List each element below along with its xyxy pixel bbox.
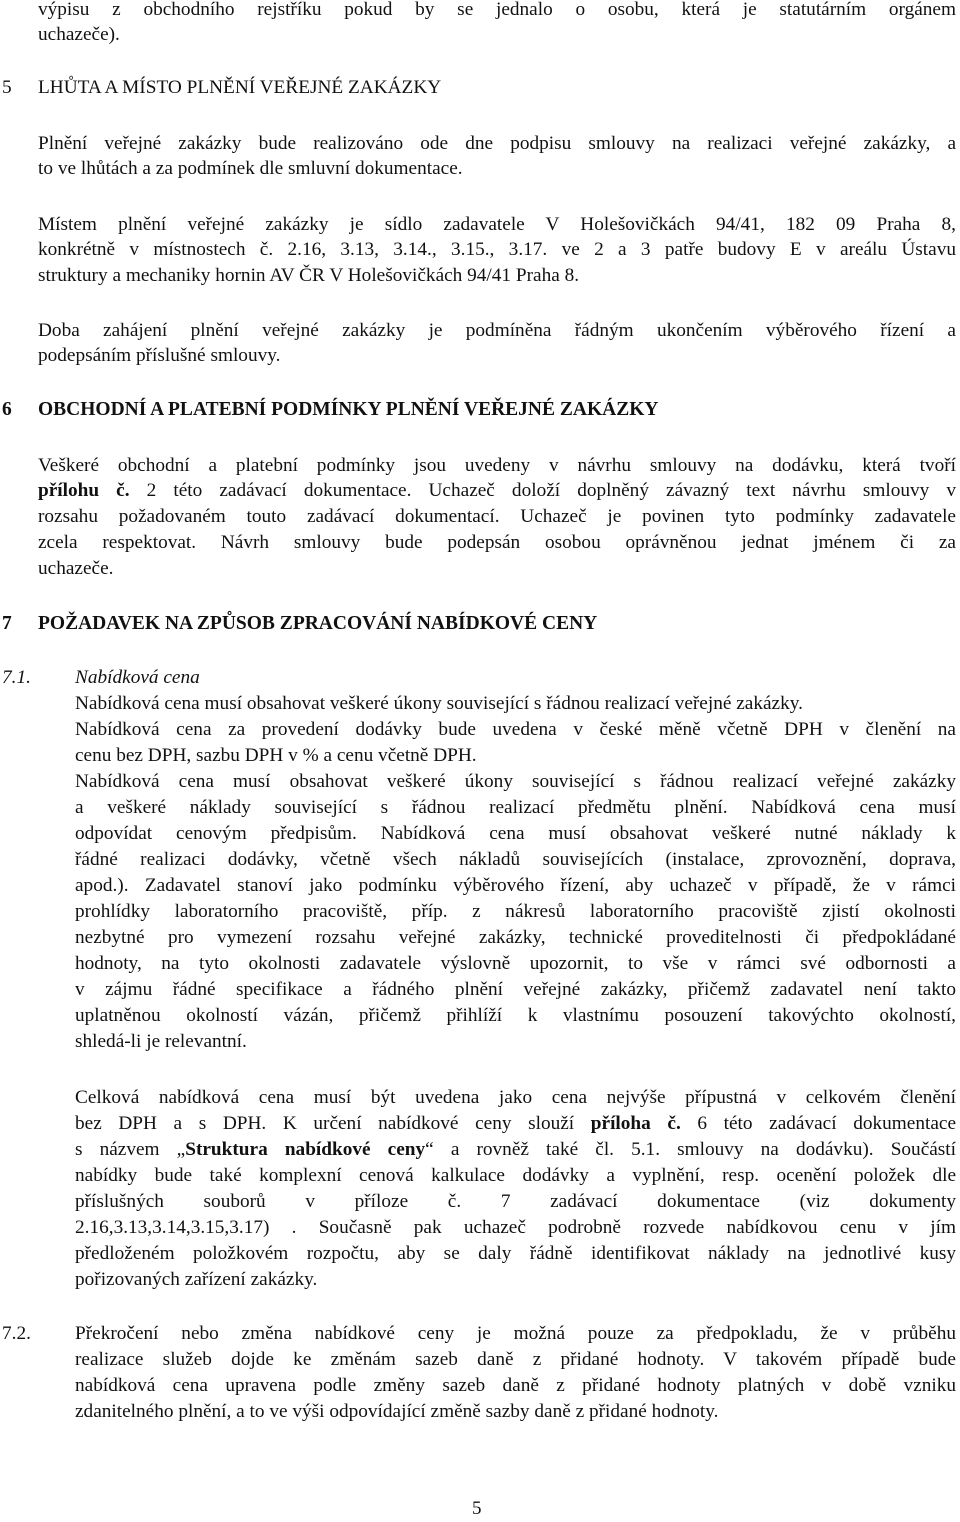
bold-reference: přílohu č. [38,480,130,501]
body-line: uplatněnou okolností vázán, přičemž přihlíží k vlastnímu posouzení takovýchto okolností, [75,1005,956,1026]
body-line: Doba zahájení plnění veřejné zakázky je podmíněna řádným ukončením výběrového řízení a [38,320,956,341]
body-line: nabídky bude také komplexní cenová kalkulace dodávky a vyplnění, resp. ocenění položek dle [75,1165,956,1186]
body-line: nezbytné pro vymezení rozsahu veřejné zakázky, technické proveditelnosti či předpokládané [75,927,956,948]
body-line: příslušných souborů v příloze č. 7 zadávací dokumentace (viz dokumenty [75,1191,956,1212]
body-line: realizace služeb dojde ke změnám sazeb daně z přidané hodnoty. V takovém případě bude [75,1349,956,1370]
bold-title: Struktura nabídkové ceny [185,1139,426,1160]
body-line: prohlídky laboratorního pracoviště, příp. z nákresů laboratorního pracoviště zjistí okolnosti [75,901,956,922]
body-line: zdanitelného plnění, a to ve výši odpovídající změně sazby daně z přidané hodnoty. [75,1401,719,1422]
body-line: výpisu z obchodního rejstříku pokud by se jednalo o osobu, která je statutárním orgánem [38,0,956,20]
body-line: v zájmu řádné specifikace a řádného plnění veřejné zakázky, přičemž zadavatel není takto [75,979,956,1000]
subsection-number: 7.2. [2,1323,31,1344]
body-line: to ve lhůtách a za podmínek dle smluvní dokumentace. [38,158,463,179]
body-line: Místem plnění veřejné zakázky je sídlo zadavatele V Holešovičkách 94/41, 182 09 Praha 8, [38,214,956,235]
section-number: 5 [2,77,12,98]
body-line: s názvem „Struktura nabídkové ceny“ a rovněž také čl. 5.1. smlouvy na dodávku). Součástí [75,1139,957,1160]
body-line: uchazeče). [38,24,120,45]
section-heading: POŽADAVEK NA ZPŮSOB ZPRACOVÁNÍ NABÍDKOVÉ CENY [38,613,598,634]
body-line: Veškeré obchodní a platební podmínky jsou uvedeny v návrhu smlouvy na dodávku, která tvoří [38,455,956,476]
body-line: a veškeré náklady související s řádnou realizací předmětu plnění. Nabídková cena musí [75,797,956,818]
body-line: řádné realizaci dodávky, včetně všech nákladů souvisejících (instalace, zprovoznění, doprava, [75,849,956,870]
body-line: shledá-li je relevantní. [75,1031,247,1052]
body-line: nabídková cena upravena podle změny sazeb daně z přidané hodnoty platných v době vzniku [75,1375,956,1396]
body-line: bez DPH a s DPH. K určení nabídkové ceny slouží příloha č. 6 této zadávací dokumentace [75,1113,956,1134]
bold-reference: příloha č. [590,1113,681,1134]
body-line: struktury a mechaniky hornin AV ČR V Holešovičkách 94/41 Praha 8. [38,265,580,286]
body-line: uchazeče. [38,558,114,579]
section-number: 6 [2,399,12,420]
body-line: Nabídková cena za provedení dodávky bude uvedena v české měně včetně DPH v členění na [75,719,956,740]
body-line: podepsáním příslušné smlouvy. [38,345,281,366]
body-line: Plnění veřejné zakázky bude realizováno ode dne podpisu smlouvy na realizaci veřejné zakázky, a [38,133,956,154]
body-line: konkrétně v místnostech č. 2.16, 3.13, 3.14., 3.15., 3.17. ve 2 a 3 patře budovy E v areálu Ústavu [38,239,956,260]
body-line: rozsahu požadovaném touto zadávací dokumentací. Uchazeč je povinen tyto podmínky zadavatele [38,506,956,527]
body-line: apod.). Zadavatel stanoví jako podmínku výběrového řízení, aby uchazeč v případě, že v rámci [75,875,956,896]
page-number: 5 [472,1498,482,1519]
body-line: Celková nabídková cena musí být uvedena jako cena nejvýše přípustná v celkovém členění [75,1087,956,1108]
body-line: hodnoty, na tyto okolnosti zadavatele výslovně upozornit, to vše v rámci své odbornosti a [75,953,956,974]
body-line: Překročení nebo změna nabídkové ceny je možná pouze za předpokladu, že v průběhu [75,1323,956,1344]
body-line: pořizovaných zařízení zakázky. [75,1269,318,1290]
body-line: přílohu č. 2 této zadávací dokumentace. Uchazeč doloží doplněný závazný text návrhu smlouvy v [38,480,956,501]
body-line: Nabídková cena musí obsahovat veškeré úkony související s řádnou realizací veřejné zakázky [75,771,956,792]
body-line: cenu bez DPH, sazbu DPH v % a cenu včetně DPH. [75,745,477,766]
section-number: 7 [2,613,12,634]
subsection-number: 7.1. [2,667,31,688]
subsection-title: Nabídková cena [75,667,200,688]
body-line: zcela respektovat. Návrh smlouvy bude podepsán osobou oprávněnou jednat jménem či za [38,532,956,553]
body-line: Nabídková cena musí obsahovat veškeré úkony související s řádnou realizací veřejné zakázky. [75,693,803,714]
body-line: předloženém položkovém rozpočtu, aby se daly řádně identifikovat náklady na jednotlivé kusy [75,1243,956,1264]
body-line: 2.16,3.13,3.14,3.15,3.17) . Současně pak uchazeč podrobně rozvede nabídkovou cenu v jím [75,1217,956,1238]
section-heading: LHŮTA A MÍSTO PLNĚNÍ VEŘEJNÉ ZAKÁZKY [38,77,442,98]
section-heading: OBCHODNÍ A PLATEBNÍ PODMÍNKY PLNĚNÍ VEŘEJNÉ ZAKÁZKY [38,399,659,420]
body-line: odpovídat cenovým předpisům. Nabídková cena musí obsahovat veškeré nutné náklady k [75,823,956,844]
